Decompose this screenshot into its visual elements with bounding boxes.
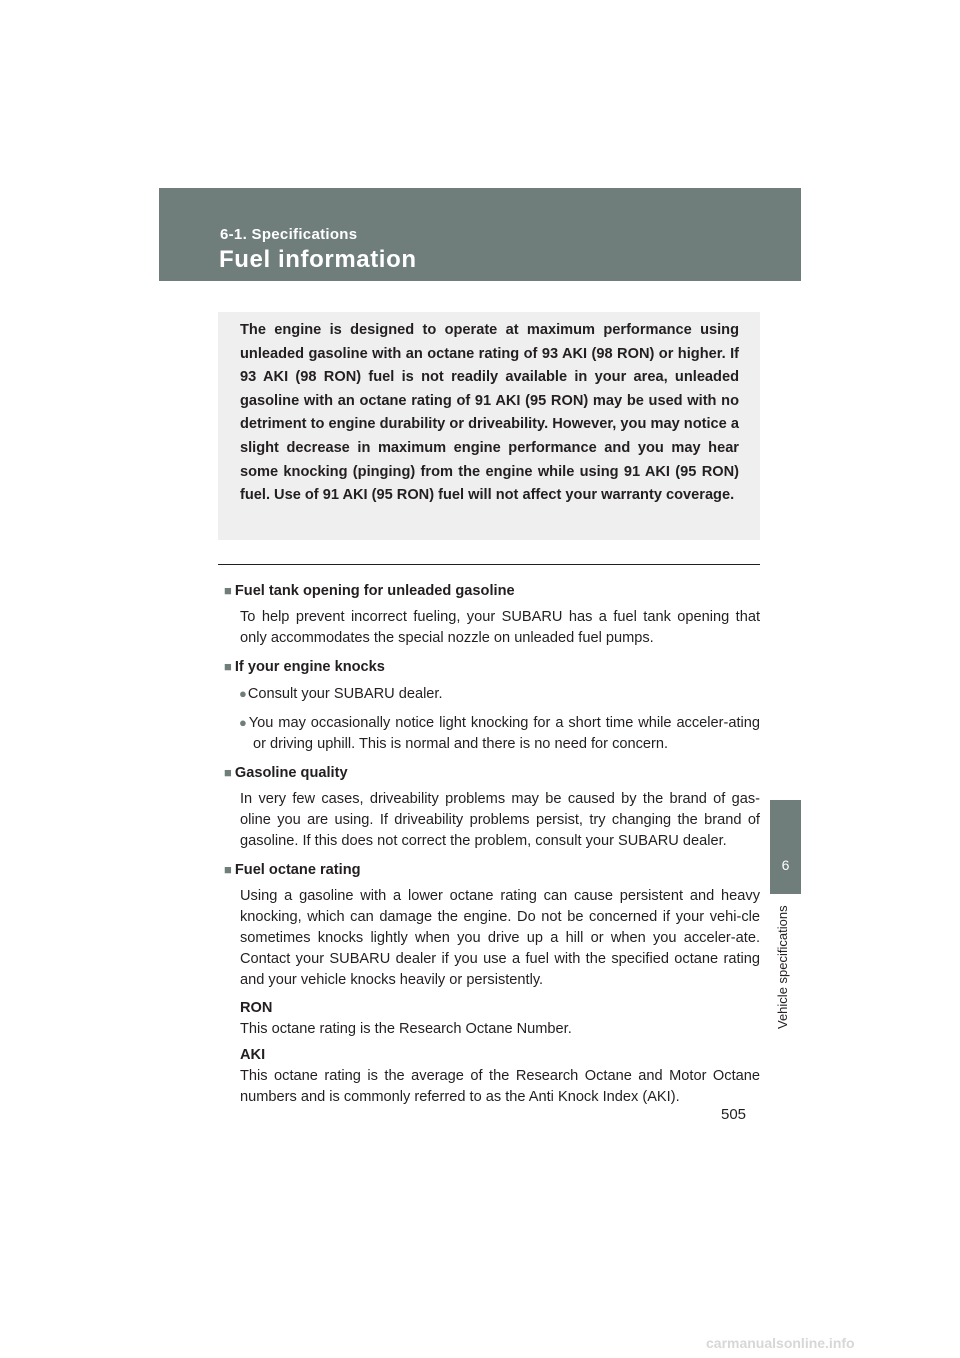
page-number: 505 <box>721 1106 747 1123</box>
list-item <box>239 683 760 705</box>
round-bullet-icon: ● <box>239 686 247 701</box>
chapter-tab[interactable] <box>770 800 801 894</box>
section-heading <box>224 656 760 678</box>
square-bullet-icon: ■ <box>224 583 232 598</box>
section-heading-text: Fuel tank opening for unleaded gasoline <box>234 583 515 599</box>
list-item-text: You may occasionally notice light knocking for a short time while acceler-ating or driving uphill. This is normal and there is no need for concern. <box>248 715 760 752</box>
term-definition: This octane rating is the average of the Research Octane and Motor Octane numbers and is commonly referred to as the Anti Knock Index (AKI). <box>240 1068 760 1105</box>
section-heading-text: If your engine knocks <box>234 659 385 675</box>
term-label: RON <box>240 1000 273 1016</box>
watermark: carmanualsonline.info <box>706 1335 855 1351</box>
chapter-label: Vehicle specifications <box>775 905 790 1029</box>
square-bullet-icon: ■ <box>224 659 232 674</box>
square-bullet-icon: ■ <box>224 765 232 780</box>
section-text: In very few cases, driveability problems may be caused by the brand of gas-oline you are using. If driveability problems persist, try changing the brand of gasoline. If this does not correct the problem, consult your SUBARU dealer. <box>240 791 760 849</box>
intro-box <box>218 312 760 540</box>
section-header-band <box>159 188 801 281</box>
list-item <box>239 712 760 755</box>
round-bullet-icon: ● <box>239 715 248 730</box>
section-label: 6-1. Specifications <box>220 226 358 243</box>
chapter-number: 6 <box>781 857 790 873</box>
section-heading-text: Gasoline quality <box>234 765 348 781</box>
term-label: AKI <box>240 1047 266 1063</box>
divider <box>218 564 760 565</box>
list-item-text: Consult your SUBARU dealer. <box>247 686 443 702</box>
section-heading-text: Fuel octane rating <box>234 862 361 878</box>
term-definition: This octane rating is the Research Octane Number. <box>240 1021 572 1037</box>
page-title: Fuel information <box>219 246 417 273</box>
square-bullet-icon: ■ <box>224 862 232 877</box>
section-text: Using a gasoline with a lower octane rating can cause persistent and heavy knocking, which can damage the engine. Do not be concerned if your vehi-cle sometimes knocks lightly when you drive up a hill or when you acceler-ate. Contact your SUBARU dealer if you use a fuel with the specified octane rating and your vehicle knocks heavily or persistently. <box>240 888 760 988</box>
section-heading <box>224 762 760 784</box>
content-body <box>224 580 760 1113</box>
intro-text: The engine is designed to operate at maximum performance using unleaded gasoline with an octane rating of 93 AKI (98 RON) or higher. If 93 AKI (98 RON) fuel is not readily available in your area, unleaded gasoline with an octane rating of 91 AKI (95 RON) may be used with no detriment to engine durability or driveability. However, you may notice a slight decrease in maximum engine performance and you may hear some knocking (pinging) from the engine while using 91 AKI (95 RON) fuel. Use of 91 AKI (95 RON) fuel will not affect your warranty coverage. <box>240 322 739 504</box>
section-text: To help prevent incorrect fueling, your SUBARU has a fuel tank opening that only accommodates the special nozzle on unleaded fuel pumps. <box>240 609 760 646</box>
section-heading <box>224 859 760 881</box>
section-heading <box>224 580 760 602</box>
